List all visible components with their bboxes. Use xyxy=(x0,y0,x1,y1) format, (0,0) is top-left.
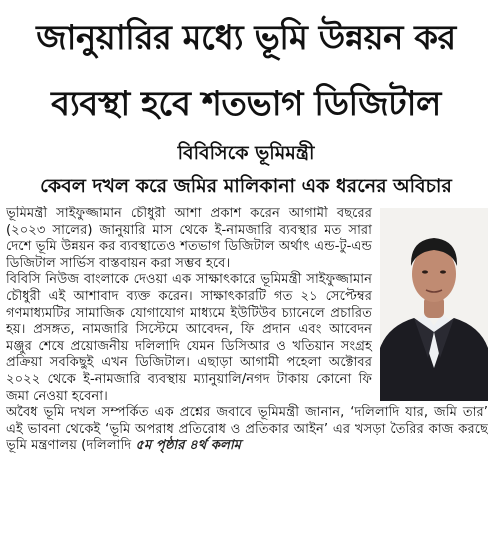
headline-line-1: জানুয়ারির মধ্যে ভূমি উন্নয়ন কর xyxy=(36,18,456,58)
minister-photo xyxy=(380,208,488,401)
paragraph-2: বিবিসি নিউজ বাংলাকে দেওয়া এক সাক্ষাৎকারে ভূমিমন্ত্রী সাইফুজ্জামান চৌধুরী এই আশাবাদ ব্যক্ত করেন। সাক্ষাৎকারটি গত ২১ সেপ্টেম্বর গণমাধ্যমটির সামাজিক যোগাযোগ মাধ্যমে ইউটিউব চ্যানেলে প্রচারিত হয়। প্রসঙ্গত, নামজারি সিস্টেমে আবেদন, ফি প্রদান এবং আবেদন মঞ্জুর শেষে প্রয়োজনীয় দলিলাদি যেমন ডিসিআর ও খতিয়ান সংগ্রহ প্রক্রিয়া সবকিছুই এখন ডিজিটাল। এছাড়া আগামী পহেলা অক্টোবর ২০২২ থেকে ই-নামজারি ব্যবস্থায় ম্যানুয়ালি/নগদ টাকায় কোনো ফি জমা নেওয়া হবেনা। xyxy=(6,272,372,404)
paragraph-1: ভূমিমন্ত্রী সাইফুজ্জামান চৌধুরী আশা প্রকাশ করেন আগামী বছরের (২০২৩ সালের) জানুয়ারি মাস থেকে ই-নামজারি ব্যবস্থার মত সারা দেশে ভূমি উন্নয়ন কর ব্যবস্থাতেও শতভাগ ডিজিটাল অর্থাৎ এন্ড-টু-এন্ড ডিজিটাল সার্ভিস বাস্তবায়ন করা সম্ভব হবে। xyxy=(6,206,372,271)
subheadline-source: বিবিসিকে ভূমিমন্ত্রী xyxy=(177,142,315,164)
subheadline-quote: কেবল দখল করে জমির মালিকানা এক ধরনের অবিচার xyxy=(40,175,452,197)
headline-line-2: ব্যবস্থা হবে শতভাগ ডিজিটাল xyxy=(51,84,441,124)
paragraph-3 xyxy=(6,405,488,455)
article-body xyxy=(6,206,488,542)
paragraph-3-text: অবৈধ ভূমি দখল সম্পর্কিত এক প্রশ্নের জবাবে ভূমিমন্ত্রী জানান, ‘দলিলাদি যার, জমি তার’ এই ভাবনা থেকেই ‘ভূমি অপরাধ প্রতিরোধ ও প্রতিকার আইন’ এর খসড়া তৈরির কাজ করছে ভূমি মন্ত্রণালয় (দলিলাদি xyxy=(6,405,488,454)
continued-on-page: ৫ম পৃষ্ঠার ৪র্থ কলাম xyxy=(135,438,241,454)
portrait-illustration xyxy=(380,208,488,401)
